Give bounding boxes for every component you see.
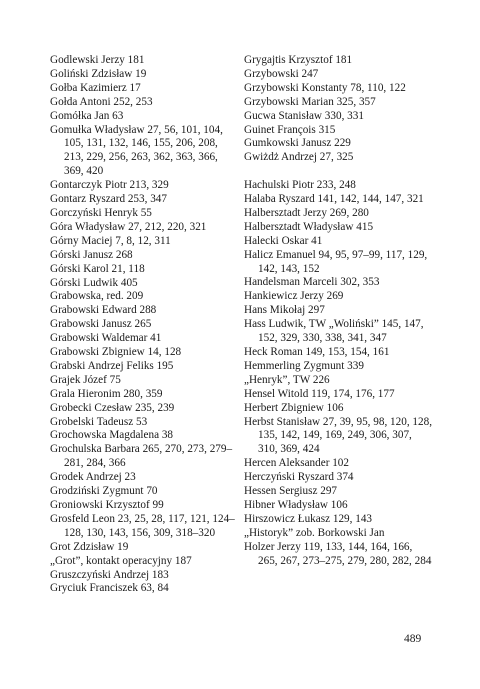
index-entry: Hachulski Piotr 233, 248 <box>244 179 356 192</box>
index-entry: Gomułka Władysław 27, 56, 101, 104, 105, 131, 132, 146, 155, 206, 208, 213, 229, 256, 263, 362, 363, 366, 369, 420 <box>50 123 223 178</box>
index-entry: Grabowski Edward 288 <box>50 304 157 317</box>
index-entry: Herczyński Ryszard 374 <box>244 471 354 484</box>
index-entry: Gucwa Stanisław 330, 331 <box>244 109 364 122</box>
index-entry: Herbst Stanisław 27, 39, 95, 98, 120, 128, 135, 142, 149, 169, 249, 306, 307, 310, 369, 424 <box>244 415 433 456</box>
index-entry: Grabowski Janusz 265 <box>50 318 152 331</box>
index-entry: Halicz Emanuel 94, 95, 97–99, 117, 129, 142, 143, 152 <box>244 248 428 275</box>
index-entry: Górski Karol 21, 118 <box>50 262 145 275</box>
index-entry: Grzybowski 247 <box>244 67 319 80</box>
index-entry: Halecki Oskar 41 <box>244 234 323 247</box>
index-entry: Hibner Władysław 106 <box>244 498 348 511</box>
index-entry: Gomółka Jan 63 <box>50 109 124 122</box>
index-entry: Grobecki Czesław 235, 239 <box>50 401 175 414</box>
index-entry: Grochowska Magdalena 38 <box>50 429 174 442</box>
index-entry: Gruszczyński Andrzej 183 <box>50 568 169 581</box>
index-entry: „Historyk” zob. Borkowski Jan <box>244 526 385 539</box>
index-entry: Hirszowicz Łukasz 129, 143 <box>244 512 373 525</box>
index-entry: Grabowska, red. 209 <box>50 290 144 303</box>
index-entry: Guinet François 315 <box>244 123 336 136</box>
index-entry: Holzer Jerzy 119, 133, 144, 164, 166, 265, 267, 273–275, 279, 280, 282, 284 <box>244 540 432 567</box>
index-entry: Grabowski Zbigniew 14, 128 <box>50 346 182 359</box>
index-entry: Gontarczyk Piotr 213, 329 <box>50 179 169 192</box>
letter-group-gap <box>244 165 434 179</box>
index-entry: Herbert Zbigniew 106 <box>244 401 344 414</box>
index-entry: Groniowski Krzysztof 99 <box>50 499 164 511</box>
index-entry: Grot Zdzisław 19 <box>50 540 129 553</box>
index-entry: Halaba Ryszard 141, 142, 144, 147, 321 <box>244 193 424 206</box>
index-entry: Górny Maciej 7, 8, 12, 311 <box>50 234 171 247</box>
index-column-left <box>50 54 240 596</box>
index-entry: Gumkowski Janusz 229 <box>244 137 351 150</box>
index-entry: Handelsman Marceli 302, 353 <box>244 276 380 289</box>
index-entry: Halbersztadt Władysław 415 <box>244 220 374 233</box>
index-entry: Grochulska Barbara 265, 270, 273, 279–281, 284, 366 <box>50 443 233 470</box>
index-entry: Hass Ludwik, TW „Woliński” 145, 147, 152, 329, 330, 338, 341, 347 <box>244 318 424 345</box>
index-entry: Gołba Kazimierz 17 <box>50 81 141 94</box>
index-entry: Grygajtis Krzysztof 181 <box>244 54 353 66</box>
index-entry: Grzybowski Marian 325, 357 <box>244 95 376 108</box>
index-entry: Gołda Antoni 252, 253 <box>50 95 153 108</box>
index-entry: Hercen Aleksander 102 <box>244 457 349 470</box>
index-entry: Grabski Andrzej Feliks 195 <box>50 359 174 372</box>
index-entry: Goliński Zdzisław 19 <box>50 67 147 80</box>
index-entry: Grala Hieronim 280, 359 <box>50 387 163 400</box>
index-entry: Hans Mikołaj 297 <box>244 304 325 317</box>
page-number: 489 <box>404 633 422 645</box>
index-entry: „Henryk”, TW 226 <box>244 373 330 386</box>
index-entry: Gwiżdż Andrzej 27, 325 <box>244 151 354 164</box>
index-entry: Grzybowski Konstanty 78, 110, 122 <box>244 81 406 94</box>
index-entry: Gorczyński Henryk 55 <box>50 206 152 219</box>
index-entry: Hankiewicz Jerzy 269 <box>244 290 344 303</box>
index-entry: Grabowski Waldemar 41 <box>50 332 162 345</box>
index-entry: Grosfeld Leon 23, 25, 28, 117, 121, 124–128, 130, 143, 156, 309, 318–320 <box>50 512 235 539</box>
index-entry: Hemmerling Zygmunt 339 <box>244 359 364 372</box>
index-entry: Hessen Sergiusz 297 <box>244 485 338 498</box>
index-entry: Grodek Andrzej 23 <box>50 471 136 484</box>
index-column-right <box>244 54 434 569</box>
index-entry: Hensel Witold 119, 174, 176, 177 <box>244 387 395 400</box>
index-entry: Grodziński Zygmunt 70 <box>50 485 158 498</box>
index-entry: Gontarz Ryszard 253, 347 <box>50 193 167 206</box>
index-entry: „Grot”, kontakt operacyjny 187 <box>50 554 192 567</box>
index-entry: Halbersztadt Jerzy 269, 280 <box>244 206 369 219</box>
index-entry: Gryciuk Franciszek 63, 84 <box>50 582 169 595</box>
index-entry: Górski Janusz 268 <box>50 248 133 261</box>
index-entry: Heck Roman 149, 153, 154, 161 <box>244 346 390 359</box>
index-entry: Grobelski Tadeusz 53 <box>50 415 148 428</box>
index-entry: Godlewski Jerzy 181 <box>50 54 145 66</box>
index-entry: Górski Ludwik 405 <box>50 276 138 289</box>
index-entry: Grajek Józef 75 <box>50 373 121 386</box>
index-entry: Góra Władysław 27, 212, 220, 321 <box>50 220 207 233</box>
